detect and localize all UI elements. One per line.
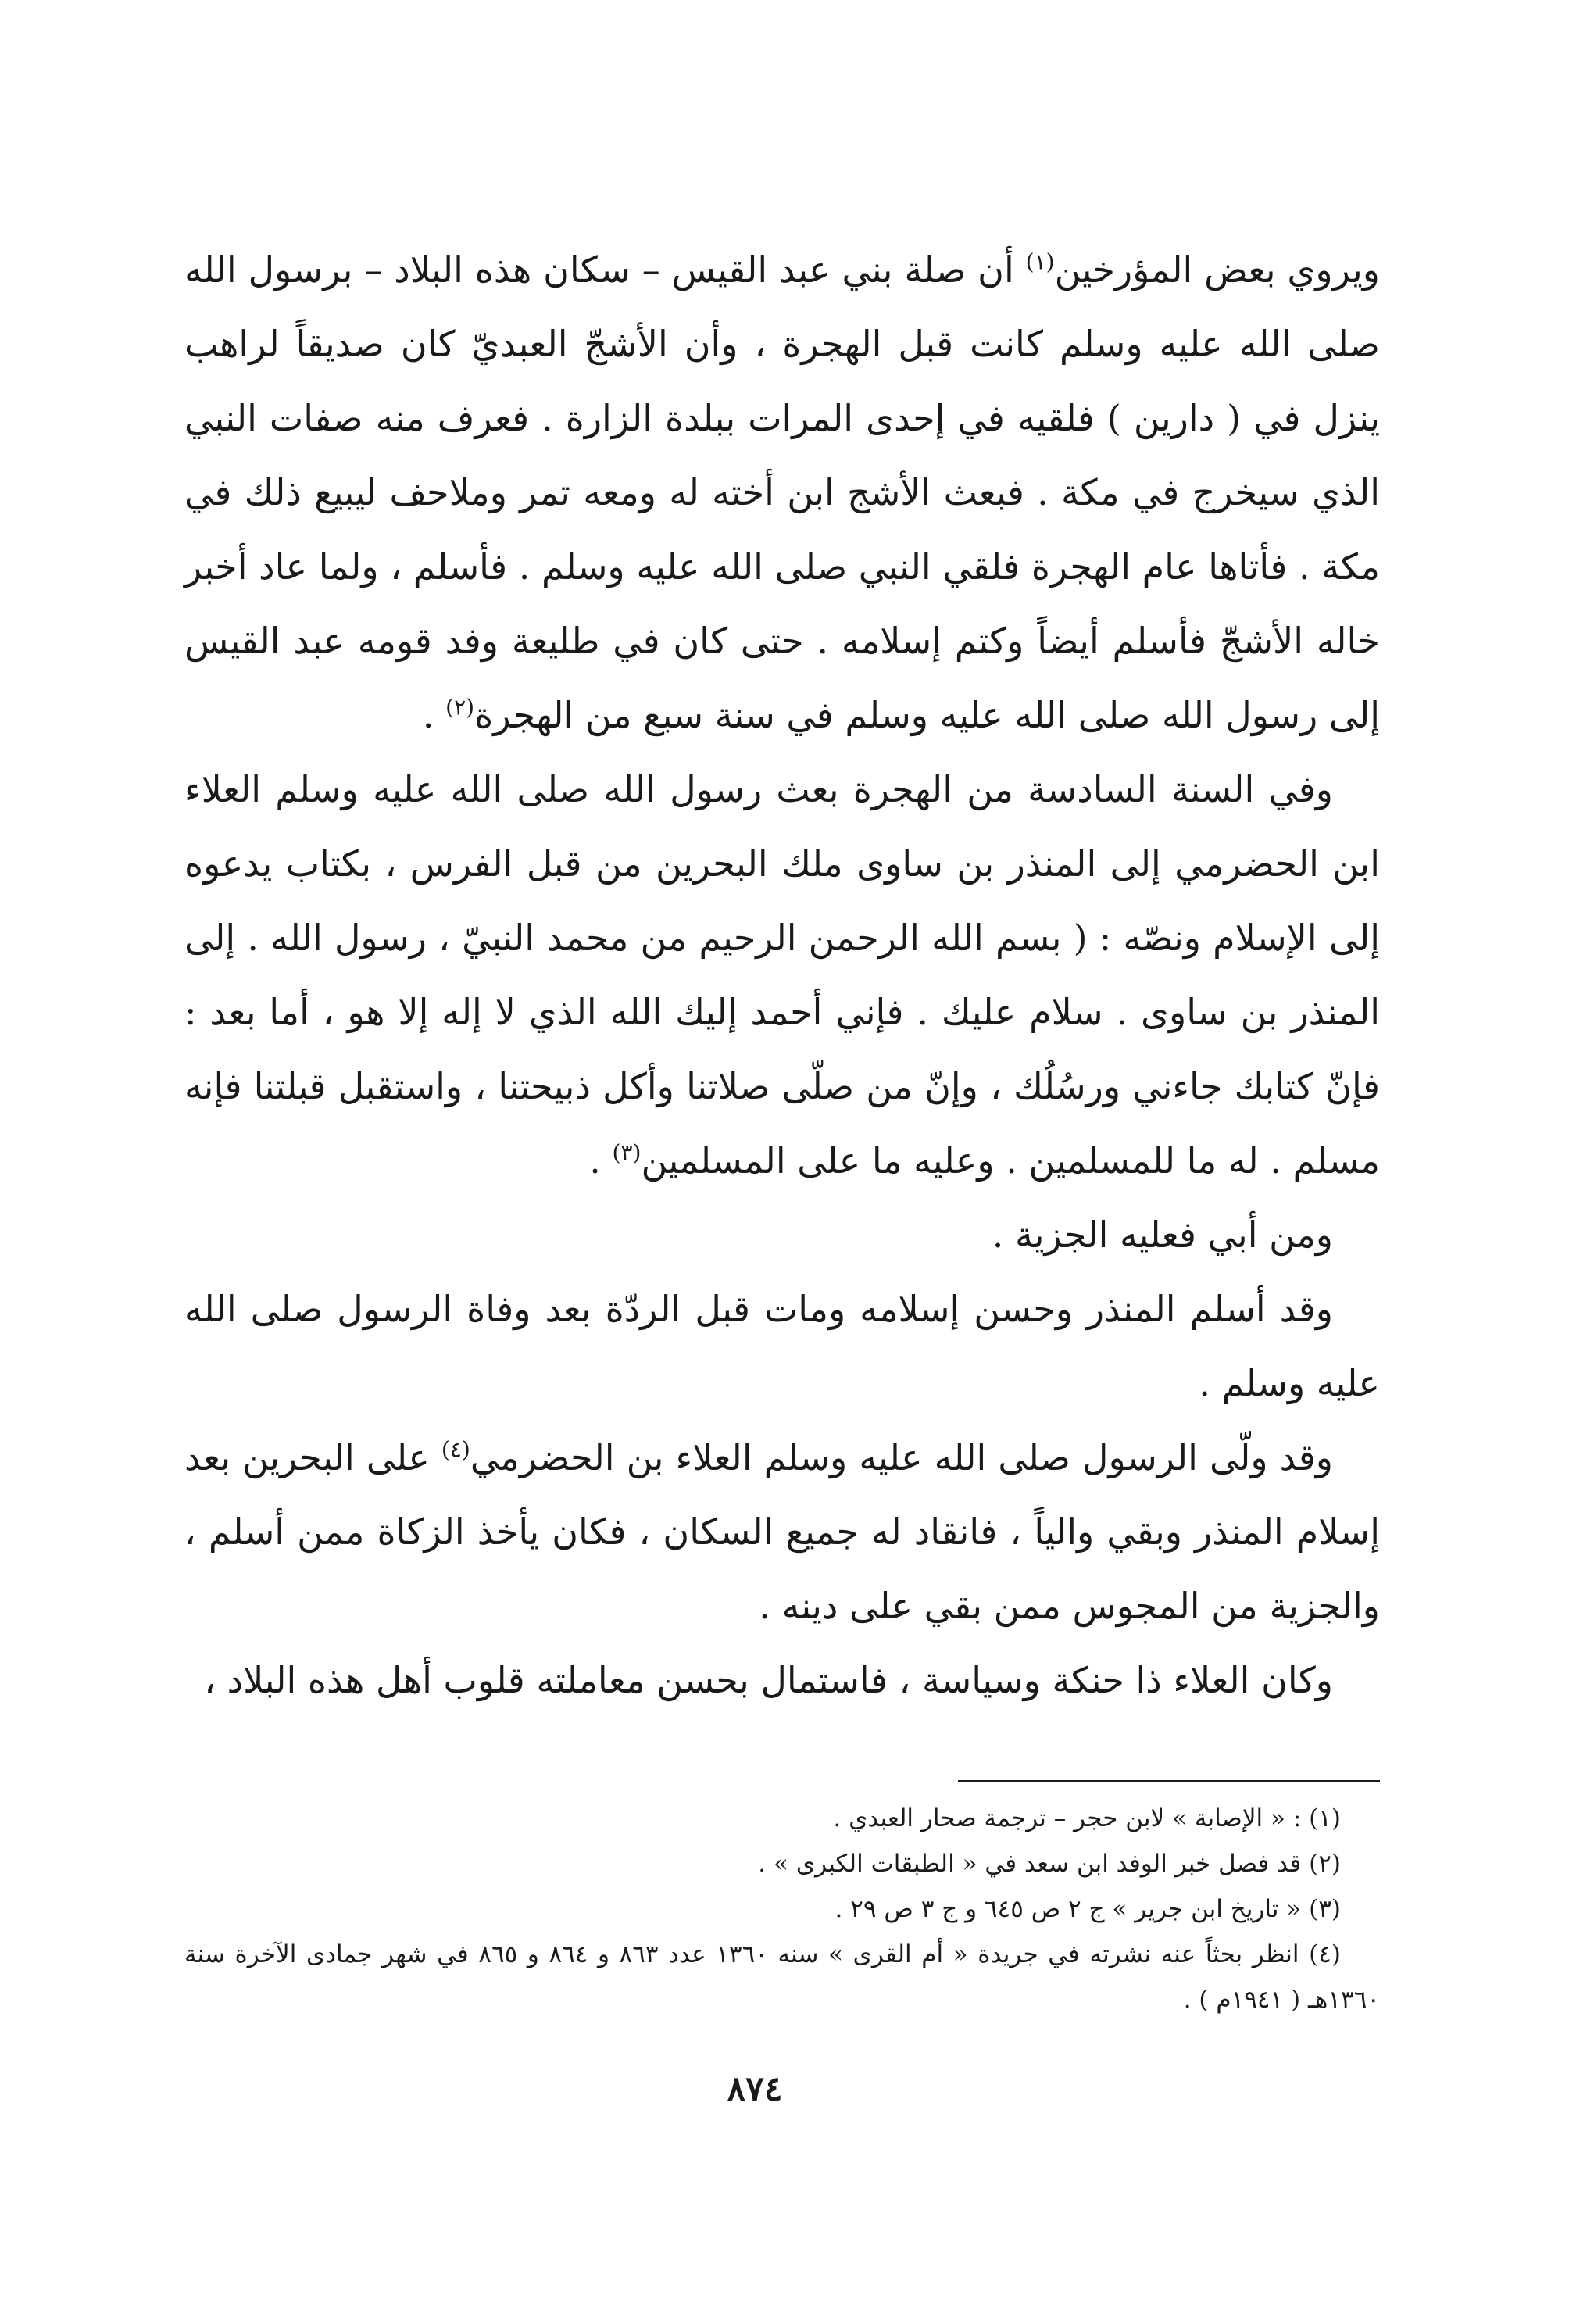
paragraph-1: [184, 233, 1380, 753]
footnote-divider: [958, 1780, 1380, 1782]
paragraph-3-text-a: ومن أبي فعليه الجزية .: [992, 1214, 1333, 1256]
paragraph-6: [184, 1643, 1380, 1718]
paragraph-5-text-a: وقد ولّى الرسول صلى الله عليه وسلم العلاء بن الحضرمي: [470, 1436, 1333, 1478]
main-text: [184, 233, 1380, 1718]
paragraph-1-text-a: ويروي بعض المؤرخين: [1054, 248, 1380, 291]
paragraph-6-text-a: وكان العلاء ذا حنكة وسياسة ، فاستمال بحسن معاملته قلوب أهل هذه البلاد ،: [204, 1659, 1333, 1701]
footnote-4: (٤) انظر بحثاً عنه نشرته في جريدة « أم القرى » سنه ١٣٦٠ عدد ٨٦٣ و ٨٦٤ و ٨٦٥ في شهر جمادى الآخرة سنة ١٣٦٠هـ ( ١٩٤١م ) .: [184, 1940, 1380, 2014]
footnote-mark-3: (٣): [612, 1139, 642, 1166]
paragraph-2: [184, 753, 1380, 1198]
paragraph-1-text-b: أن صلة بني عبد القيس – سكان هذه البلاد – برسول الله صلى الله عليه وسلم كانت قبل الهجرة ، وأن الأشجّ العبديّ كان صديقاً لراهب ينزل في ( دارين ) فلقيه في إحدى المرات ببلدة الزارة . فعرف منه صفات النبي الذي سيخرج في مكة . فبعث الأشج ابن أخته له ومعه تمر وملاحف ليبيع ذلك في مكة . فأتاها عام الهجرة فلقي النبي صلى الله عليه وسلم . فأسلم ، ولما عاد أخبر خاله الأشجّ فأسلم أيضاً وكتم إسلامه . حتى كان في طليعة وفد قومه عبد القيس إلى رسول الله صلى الله عليه وسلم في سنة سبع من الهجرة: [184, 248, 1380, 736]
footnote-3: (٣) « تاريخ ابن جرير » ج ٢ ص ٦٤٥ و ج ٣ ص ٢٩ .: [835, 1895, 1341, 1923]
footnotes: [184, 1796, 1380, 2022]
paragraph-2-text-b: .: [589, 1139, 613, 1182]
footnote-mark-2: (٢): [445, 694, 475, 720]
paragraph-3: [184, 1198, 1380, 1272]
paragraph-4: [184, 1272, 1380, 1421]
paragraph-1-text-c: .: [422, 694, 446, 736]
paragraph-5: [184, 1421, 1380, 1643]
footnote-mark-4: (٤): [441, 1436, 470, 1463]
paragraph-4-text-a: وقد أسلم المنذر وحسن إسلامه ومات قبل الردّة بعد وفاة الرسول صلى الله عليه وسلم .: [184, 1288, 1380, 1404]
paragraph-5-text-b: على البحرين بعد إسلام المنذر وبقي والياً ، فانقاد له جميع السكان ، فكان يأخذ الزكاة ممن أسلم ، والجزية من المجوس ممن بقي على دينه .: [184, 1436, 1380, 1627]
paragraph-2-text-a: وفي السنة السادسة من الهجرة بعث رسول الله صلى الله عليه وسلم العلاء ابن الحضرمي إلى المنذر بن ساوى ملك البحرين من قبل الفرس ، بكتاب يدعوه إلى الإسلام ونصّه : ( بسم الله الرحمن الرحيم من محمد النبيّ ، رسول الله . إلى المنذر بن ساوى . سلام عليك . فإني أحمد إليك الله الذي لا إله إلا هو ، أما بعد : فإنّ كتابك جاءني ورسُلُك ، وإنّ من صلّى صلاتنا وأكل ذبيحتنا ، واستقبل قبلتنا فإنه مسلم . له ما للمسلمين . وعليه ما على المسلمين: [184, 768, 1380, 1182]
footnote-2: (٢) قد فصل خبر الوفد ابن سعد في « الطبقات الكبرى » .: [758, 1850, 1341, 1878]
footnote-mark-1: (١): [1025, 248, 1055, 275]
footnote-1: (١) : « الإصابة » لابن حجر – ترجمة صحار العبدي .: [833, 1804, 1341, 1832]
page-number: ٨٧٤: [727, 2069, 783, 2109]
